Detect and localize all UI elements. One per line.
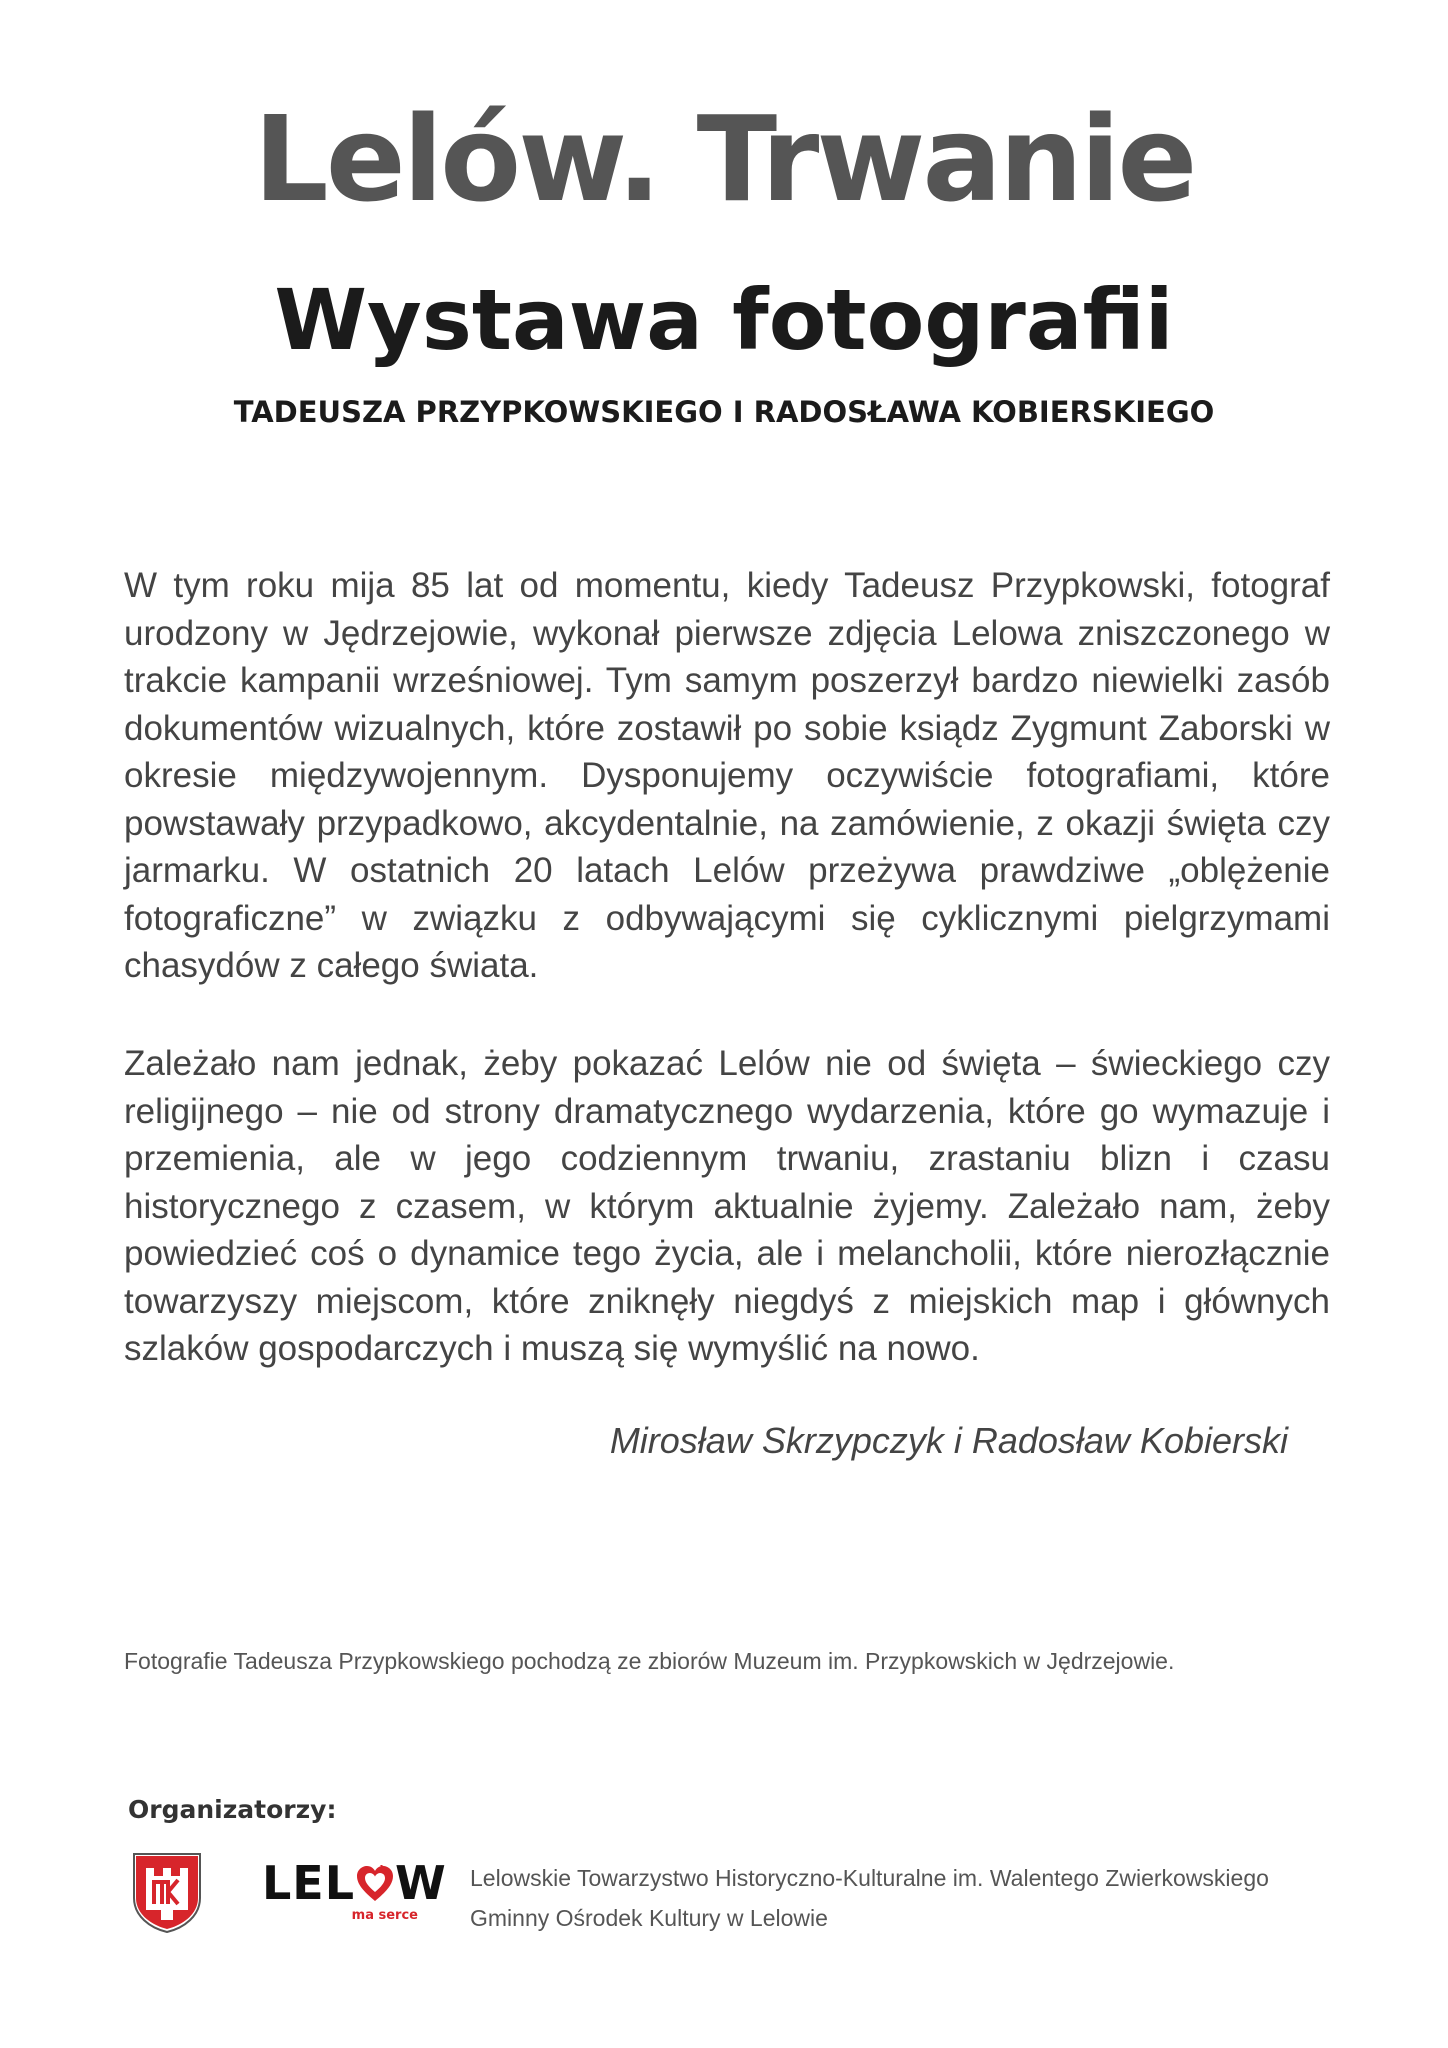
lthk-crest-icon (130, 1850, 204, 1934)
heart-icon (355, 1865, 395, 1903)
body-paragraph-2: Zależało nam jednak, żeby pokazać Lelów nie od święta – świeckiego czy religijnego – nie od strony dramatycznego wydarzenia, które go wymazuje i przemienia, ale w jego codziennym trwaniu, zrastaniu blizn i czasu historycznego z czasem, w którym aktualnie żyjemy. Zależało nam, żeby powiedzieć coś o dynamice tego życia, ale i melancholii, które nierozłącznie towarzyszy miejscom, które zniknęły niegdyś z miejskich map i głównych szlaków gospodarczych i muszą się wymyślić na nowo. (124, 1044, 1330, 1368)
body-paragraph-1: W tym roku mija 85 lat od momentu, kiedy Tadeusz Przypkowski, fotograf urodzony w Jędrzejowie, wykonał pierwsze zdjęcia Lelowa zniszczonego w trakcie kampanii wrześniowej. Tym samym poszerzył bardzo niewielki zasób dokumentów wizualnych, które zostawił po sobie ksiądz Zygmunt Zaborski w okresie międzywojennym. Dysponujemy oczywiście fotografiami, które powstawały przypadkowo, akcydentalnie, na zamówienie, z okazji święta czy jarmarku. W ostatnich 20 latach Lelów przeżywa prawdziwe „oblężenie fotograficzne” w związku z odbywającymi się cyklicznymi pielgrzymami chasydów z całego świata. (124, 566, 1330, 985)
lelow-wordmark-right: W (395, 1856, 447, 1910)
organizer-name: Lelowskie Towarzystwo Historyczno-Kulturalne im. Walentego Zwierkowskiego (470, 1865, 1269, 1891)
source-note: Fotografie Tadeusza Przypkowskiego pochodzą ze zbiorów Muzeum im. Przypkowskich w Jędrzejowie. (124, 1648, 1175, 1674)
organizers-list (470, 1858, 1269, 1938)
organizers-label: Organizatorzy: (128, 1795, 337, 1824)
signature: Mirosław Skrzypczyk i Radosław Kobierski (609, 1420, 1288, 1461)
page-title: Lelów. Trwanie (253, 90, 1195, 228)
lelow-tagline: ma serce (351, 1908, 418, 1923)
lelow-wordmark-left: LEL (262, 1856, 356, 1910)
lelow-logo (262, 1856, 447, 1932)
authors-line: TADEUSZA PRZYPKOWSKIEGO I RADOSŁAWA KOBIERSKIEGO (233, 395, 1215, 429)
page-subtitle: Wystawa fotografii (274, 271, 1174, 369)
lelow-wordmark (262, 1856, 447, 1910)
organizer-name: Gminny Ośrodek Kultury w Lelowie (470, 1905, 828, 1931)
